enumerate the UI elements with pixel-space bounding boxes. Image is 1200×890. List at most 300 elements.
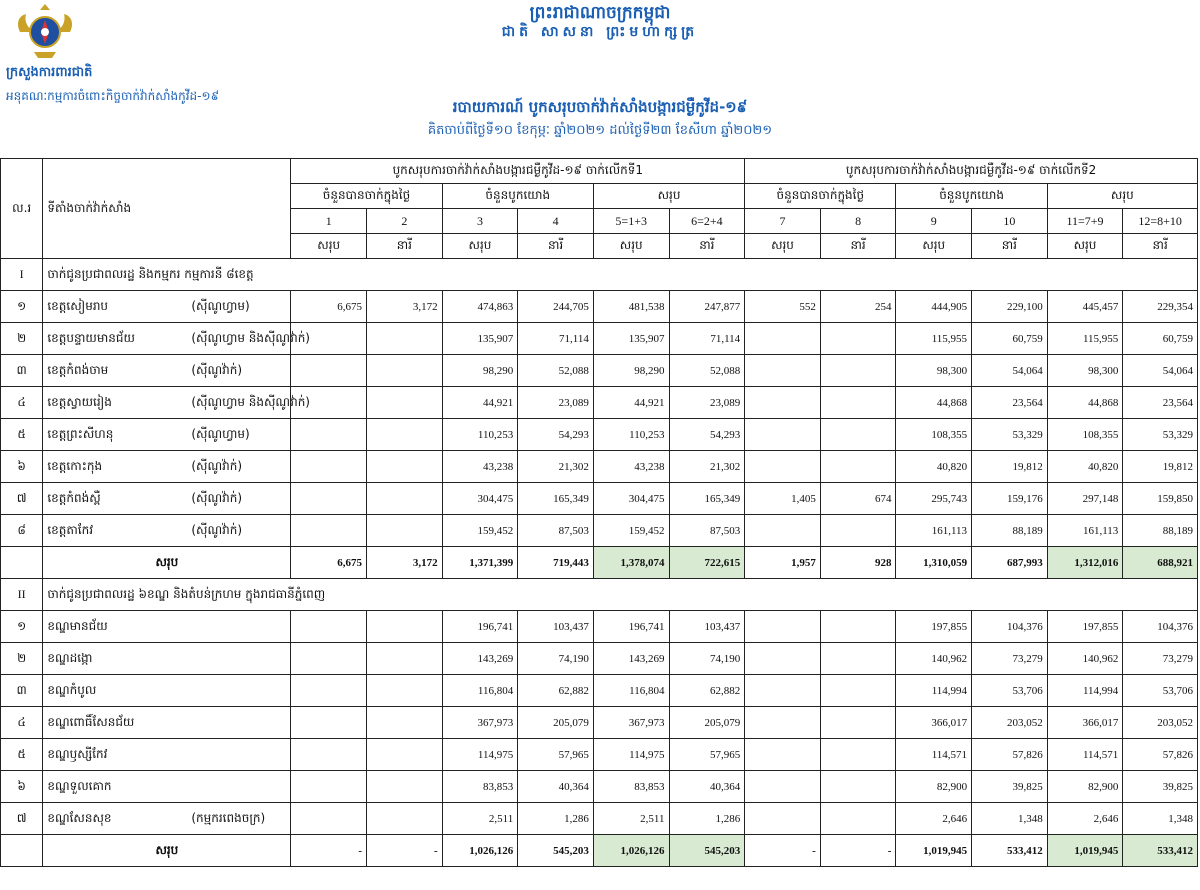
location-name: ខណ្ឌពោធិ៍សែនជ័យ (47, 714, 135, 729)
value-cell: 229,354 (1123, 291, 1198, 323)
value-cell (367, 675, 443, 707)
value-cell: 159,850 (1123, 483, 1198, 515)
location-name: ខេត្តកំពង់ចាម (47, 362, 109, 377)
value-cell: 3,172 (367, 291, 443, 323)
dose2-cumulative-header: ចំនួនបូកយោង (896, 184, 1047, 209)
value-cell: 135,907 (593, 323, 669, 355)
value-cell: 114,571 (1047, 739, 1123, 771)
value-cell: 304,475 (442, 483, 518, 515)
value-cell (745, 451, 821, 483)
location-name: ខេត្តសៀមរាប (47, 298, 109, 313)
location-name: ខណ្ឌសែនសុខ (47, 810, 112, 825)
value-cell: 445,457 (1047, 291, 1123, 323)
total-value-cell: 1,310,059 (896, 547, 972, 579)
value-cell (745, 739, 821, 771)
value-cell: 159,176 (972, 483, 1048, 515)
value-cell: 87,503 (518, 515, 594, 547)
value-cell: 140,962 (1047, 643, 1123, 675)
row-index: ៤ (1, 387, 43, 419)
row-index: ៥ (1, 739, 43, 771)
table-row (1, 611, 1198, 643)
table-row (1, 515, 1198, 547)
total-value-cell: 533,412 (972, 835, 1048, 867)
column-subheader: សរុប (1047, 234, 1123, 259)
location-cell (43, 611, 291, 643)
total-spacer (1, 547, 43, 579)
row-index: ១ (1, 291, 43, 323)
value-cell: 444,905 (896, 291, 972, 323)
location-cell (43, 355, 291, 387)
value-cell (745, 515, 821, 547)
section-number: II (1, 579, 43, 611)
section-header-row (1, 259, 1198, 291)
value-cell (745, 771, 821, 803)
total-value-cell: 533,412 (1123, 835, 1198, 867)
value-cell (820, 771, 896, 803)
value-cell: 98,300 (896, 355, 972, 387)
column-subheader: នារី (367, 234, 443, 259)
value-cell (820, 675, 896, 707)
total-value-cell: 1,371,399 (442, 547, 518, 579)
value-cell (367, 451, 443, 483)
column-subheader: សរុប (593, 234, 669, 259)
column-number: 12=8+10 (1123, 209, 1198, 234)
value-cell: 1,405 (745, 483, 821, 515)
value-cell: 103,437 (518, 611, 594, 643)
value-cell: 23,564 (1123, 387, 1198, 419)
value-cell: 295,743 (896, 483, 972, 515)
value-cell: 71,114 (518, 323, 594, 355)
report-subtitle: គិតចាប់ពីថ្ងៃទី១០ ខែកុម្ភៈ ឆ្នាំ២០២១ ដល់ថ្ងៃទី២៣ ខែសីហា ឆ្នាំ២០២១ (427, 123, 773, 138)
value-cell (745, 419, 821, 451)
location-cell (43, 675, 291, 707)
value-cell: 71,114 (669, 323, 745, 355)
location-name: ខេត្តព្រះសីហនុ (47, 426, 114, 441)
row-index: ៥ (1, 419, 43, 451)
location-cell (43, 643, 291, 675)
value-cell: 44,868 (1047, 387, 1123, 419)
value-cell (745, 387, 821, 419)
value-cell: 552 (745, 291, 821, 323)
value-cell: 1,286 (669, 803, 745, 835)
value-cell: 88,189 (1123, 515, 1198, 547)
row-index: ៧ (1, 483, 43, 515)
value-cell (367, 419, 443, 451)
value-cell: 159,452 (593, 515, 669, 547)
value-cell (367, 387, 443, 419)
value-cell: 474,863 (442, 291, 518, 323)
value-cell: 366,017 (896, 707, 972, 739)
dose2-daily-header: ចំនួនបានចាក់ក្នុងថ្ងៃ (745, 184, 896, 209)
value-cell: 53,329 (972, 419, 1048, 451)
total-label: សរុប (43, 547, 291, 579)
value-cell: 62,882 (518, 675, 594, 707)
total-value-cell: 6,675 (291, 547, 367, 579)
vaccine-type: (កម្មករពេងចក្រ) (191, 810, 266, 825)
value-cell: 62,882 (669, 675, 745, 707)
location-name: ខេត្តតាកែវ (47, 522, 94, 537)
value-cell: 104,376 (1123, 611, 1198, 643)
dose1-daily-header: ចំនួនបានចាក់ក្នុងថ្ងៃ (291, 184, 442, 209)
value-cell (291, 355, 367, 387)
value-cell: 197,855 (1047, 611, 1123, 643)
location-name: ខេត្តស្វាយរៀង (47, 394, 112, 409)
location-cell (43, 323, 310, 355)
value-cell: 1,348 (1123, 803, 1198, 835)
total-value-cell: 3,172 (367, 547, 443, 579)
value-cell (820, 643, 896, 675)
dose2-total-header: សរុប (1047, 184, 1197, 209)
value-cell (367, 355, 443, 387)
location-name: ខណ្ឌកំបូល (47, 682, 97, 697)
total-value-cell: 1,026,126 (593, 835, 669, 867)
location-cell (43, 419, 291, 451)
vaccine-type: (ស៊ីណូហ្វាម) (191, 426, 250, 441)
value-cell (820, 707, 896, 739)
value-cell: 244,705 (518, 291, 594, 323)
value-cell: 21,302 (669, 451, 745, 483)
value-cell: 98,300 (1047, 355, 1123, 387)
dose1-header: បូកសរុបការចាក់វ៉ាក់សាំងបង្ការជម្ងឺកូវីដ-១៩ ចាក់លើកទី1 (291, 159, 745, 184)
value-cell: 203,052 (972, 707, 1048, 739)
value-cell (820, 387, 896, 419)
vaccine-type: (ស៊ីណូវ៉ាក់) (191, 362, 243, 377)
value-cell: 254 (820, 291, 896, 323)
column-number: 5=1+3 (593, 209, 669, 234)
value-cell (820, 419, 896, 451)
kingdom-heading: ព្រះរាជាណាចក្រកម្ពុជា (529, 3, 671, 23)
value-cell (745, 323, 821, 355)
location-cell (43, 483, 291, 515)
location-name: ខណ្ឌដង្កោ (47, 650, 93, 665)
value-cell: 205,079 (518, 707, 594, 739)
value-cell: 135,907 (442, 323, 518, 355)
value-cell (367, 739, 443, 771)
total-row (1, 835, 1198, 867)
row-index: ៧ (1, 803, 43, 835)
value-cell: 197,855 (896, 611, 972, 643)
value-cell: 114,994 (896, 675, 972, 707)
value-cell (367, 643, 443, 675)
value-cell: 110,253 (593, 419, 669, 451)
value-cell: 165,349 (669, 483, 745, 515)
value-cell: 54,064 (972, 355, 1048, 387)
value-cell (367, 611, 443, 643)
value-cell (820, 323, 896, 355)
section-header-row (1, 579, 1198, 611)
value-cell: 161,113 (896, 515, 972, 547)
value-cell: 73,279 (1123, 643, 1198, 675)
value-cell: 115,955 (896, 323, 972, 355)
value-cell: 304,475 (593, 483, 669, 515)
vaccine-type: (ស៊ីណូវ៉ាក់) (191, 522, 243, 537)
location-name: ខណ្ឌឫស្សីកែវ (47, 746, 108, 761)
value-cell: 159,452 (442, 515, 518, 547)
value-cell (291, 803, 367, 835)
value-cell (745, 643, 821, 675)
vaccine-type: (ស៊ីណូហ្វាម និងស៊ីណូវ៉ាក់) (191, 330, 310, 345)
column-number: 2 (367, 209, 443, 234)
total-value-cell: - (745, 835, 821, 867)
table-row (1, 323, 1198, 355)
value-cell: 6,675 (291, 291, 367, 323)
location-name: ខណ្ឌទួលគោក (47, 778, 112, 793)
value-cell (291, 675, 367, 707)
value-cell: 23,089 (518, 387, 594, 419)
value-cell: 2,646 (896, 803, 972, 835)
value-cell (367, 707, 443, 739)
total-value-cell: 688,921 (1123, 547, 1198, 579)
value-cell: 82,900 (1047, 771, 1123, 803)
value-cell: 140,962 (896, 643, 972, 675)
value-cell (745, 803, 821, 835)
value-cell: 88,189 (972, 515, 1048, 547)
location-name: ខណ្ឌមានជ័យ (47, 618, 108, 633)
total-value-cell: 1,019,945 (1047, 835, 1123, 867)
value-cell: 104,376 (972, 611, 1048, 643)
value-cell: 2,511 (593, 803, 669, 835)
column-number: 9 (896, 209, 972, 234)
dose1-total-header: សរុប (593, 184, 744, 209)
column-number: 11=7+9 (1047, 209, 1123, 234)
column-subheader: នារី (1123, 234, 1198, 259)
value-cell (291, 643, 367, 675)
value-cell: 53,329 (1123, 419, 1198, 451)
section-title: ចាក់ជូនប្រជាពលរដ្ឋ ៦ខណ្ឌ និងតំបន់ក្រហម ក្នុងរាជធានីភ្នំពេញ (43, 579, 1198, 611)
value-cell: 114,994 (1047, 675, 1123, 707)
total-value-cell: 719,443 (518, 547, 594, 579)
value-cell (367, 483, 443, 515)
table-row (1, 387, 1198, 419)
value-cell (291, 515, 367, 547)
table-row (1, 451, 1198, 483)
location-cell (43, 291, 291, 323)
total-value-cell: 722,615 (669, 547, 745, 579)
column-subheader: នារី (972, 234, 1048, 259)
total-value-cell: 545,203 (669, 835, 745, 867)
table-row (1, 483, 1198, 515)
location-name: ខេត្តកំពង់ស្ពឺ (47, 490, 101, 505)
value-cell: 43,238 (442, 451, 518, 483)
value-cell (367, 323, 443, 355)
value-cell (291, 419, 367, 451)
value-cell: 1,348 (972, 803, 1048, 835)
value-cell (745, 675, 821, 707)
value-cell (367, 515, 443, 547)
value-cell: 57,965 (518, 739, 594, 771)
total-value-cell: 928 (820, 547, 896, 579)
table-row (1, 675, 1198, 707)
value-cell: 53,706 (972, 675, 1048, 707)
value-cell (291, 483, 367, 515)
row-index: ១ (1, 611, 43, 643)
value-cell: 114,975 (442, 739, 518, 771)
location-cell (43, 771, 291, 803)
column-number: 6=2+4 (669, 209, 745, 234)
value-cell: 60,759 (1123, 323, 1198, 355)
value-cell: 247,877 (669, 291, 745, 323)
total-value-cell: 1,378,074 (593, 547, 669, 579)
value-cell: 21,302 (518, 451, 594, 483)
value-cell (820, 515, 896, 547)
value-cell: 2,646 (1047, 803, 1123, 835)
value-cell: 54,293 (669, 419, 745, 451)
column-subheader: នារី (518, 234, 594, 259)
vaccine-type: (ស៊ីណូហ្វាម និងស៊ីណូវ៉ាក់) (191, 394, 310, 409)
total-value-cell: 1,019,945 (896, 835, 972, 867)
report-title: របាយការណ៍ បូកសរុបចាក់វ៉ាក់សាំងបង្ការជម្ងឺកូវីដ-១៩ (452, 98, 748, 116)
vaccine-type: (ស៊ីណូហ្វាម) (191, 298, 250, 313)
location-cell (43, 387, 310, 419)
value-cell: 57,826 (1123, 739, 1198, 771)
value-cell: 73,279 (972, 643, 1048, 675)
column-number: 4 (518, 209, 594, 234)
value-cell: 39,825 (972, 771, 1048, 803)
value-cell: 52,088 (518, 355, 594, 387)
table-row (1, 707, 1198, 739)
table-row (1, 355, 1198, 387)
value-cell: 53,706 (1123, 675, 1198, 707)
value-cell: 114,571 (896, 739, 972, 771)
location-cell (43, 739, 291, 771)
column-subheader: នារី (820, 234, 896, 259)
column-subheader: សរុប (745, 234, 821, 259)
value-cell (820, 355, 896, 387)
value-cell: 115,955 (1047, 323, 1123, 355)
total-label: សរុប (43, 835, 291, 867)
row-index: ៣ (1, 675, 43, 707)
column-number: 7 (745, 209, 821, 234)
vaccine-type: (ស៊ីណូវ៉ាក់) (191, 490, 243, 505)
value-cell: 297,148 (1047, 483, 1123, 515)
value-cell: 205,079 (669, 707, 745, 739)
value-cell (367, 803, 443, 835)
total-value-cell: 1,312,016 (1047, 547, 1123, 579)
column-number: 8 (820, 209, 896, 234)
value-cell: 114,975 (593, 739, 669, 771)
value-cell: 52,088 (669, 355, 745, 387)
row-index: ៤ (1, 707, 43, 739)
value-cell: 367,973 (593, 707, 669, 739)
value-cell: 83,853 (593, 771, 669, 803)
value-cell: 54,064 (1123, 355, 1198, 387)
value-cell: 674 (820, 483, 896, 515)
column-subheader: សរុប (291, 234, 367, 259)
value-cell: 83,853 (442, 771, 518, 803)
table-row (1, 739, 1198, 771)
dose1-cumulative-header: ចំនួនបូកយោង (442, 184, 593, 209)
value-cell: 44,921 (593, 387, 669, 419)
table-row (1, 803, 1198, 835)
value-cell (745, 707, 821, 739)
vaccination-table (0, 158, 1198, 867)
value-cell: 57,965 (669, 739, 745, 771)
col-location-header: ទីតាំងចាក់វ៉ាក់សាំង (43, 159, 291, 259)
value-cell: 98,290 (442, 355, 518, 387)
dose2-header: បូកសរុបការចាក់វ៉ាក់សាំងបង្ការជម្ងឺកូវីដ-១៩ ចាក់លើកទី2 (745, 159, 1198, 184)
value-cell: 19,812 (972, 451, 1048, 483)
value-cell: 161,113 (1047, 515, 1123, 547)
row-index: ៨ (1, 515, 43, 547)
value-cell: 165,349 (518, 483, 594, 515)
section-number: I (1, 259, 43, 291)
row-index: ២ (1, 323, 43, 355)
value-cell (291, 611, 367, 643)
location-cell (43, 451, 291, 483)
total-value-cell: - (367, 835, 443, 867)
total-row (1, 547, 1198, 579)
value-cell: 1,286 (518, 803, 594, 835)
value-cell: 40,364 (669, 771, 745, 803)
row-index: ៦ (1, 771, 43, 803)
column-subheader: សរុប (442, 234, 518, 259)
column-number: 10 (972, 209, 1048, 234)
value-cell: 196,741 (442, 611, 518, 643)
value-cell: 143,269 (442, 643, 518, 675)
value-cell: 108,355 (1047, 419, 1123, 451)
table-row (1, 771, 1198, 803)
ministry-name: ក្រសួងការពារជាតិ (6, 65, 93, 80)
value-cell (820, 611, 896, 643)
value-cell: 366,017 (1047, 707, 1123, 739)
table-row (1, 419, 1198, 451)
value-cell (291, 451, 367, 483)
value-cell (291, 739, 367, 771)
total-value-cell: 1,957 (745, 547, 821, 579)
value-cell: 40,820 (1047, 451, 1123, 483)
value-cell: 229,100 (972, 291, 1048, 323)
location-name: ខេត្តកោះកុង (47, 458, 103, 473)
column-subheader: នារី (669, 234, 745, 259)
table-row (1, 643, 1198, 675)
location-cell (43, 515, 291, 547)
value-cell: 40,820 (896, 451, 972, 483)
value-cell: 23,089 (669, 387, 745, 419)
motto-heading: ជាតិ សាសនា ព្រះមហាក្សត្រ (501, 24, 699, 40)
value-cell: 74,190 (518, 643, 594, 675)
table-row (1, 291, 1198, 323)
total-value-cell: - (820, 835, 896, 867)
total-value-cell: 687,993 (972, 547, 1048, 579)
value-cell (745, 355, 821, 387)
value-cell (745, 611, 821, 643)
value-cell: 481,538 (593, 291, 669, 323)
row-index: ៦ (1, 451, 43, 483)
value-cell: 44,868 (896, 387, 972, 419)
location-name: ខេត្តបន្ទាយមានជ័យ (47, 330, 135, 345)
value-cell: 19,812 (1123, 451, 1198, 483)
value-cell: 116,804 (442, 675, 518, 707)
value-cell: 43,238 (593, 451, 669, 483)
value-cell: 57,826 (972, 739, 1048, 771)
value-cell (820, 451, 896, 483)
total-spacer (1, 835, 43, 867)
section-title: ចាក់ជូនប្រជាពលរដ្ឋ និងកម្មករ កម្មការនី ៨ខេត្ត (43, 259, 1198, 291)
value-cell: 2,511 (442, 803, 518, 835)
value-cell: 103,437 (669, 611, 745, 643)
value-cell (291, 771, 367, 803)
value-cell: 367,973 (442, 707, 518, 739)
total-value-cell: - (291, 835, 367, 867)
column-number: 3 (442, 209, 518, 234)
value-cell (820, 803, 896, 835)
value-cell: 116,804 (593, 675, 669, 707)
value-cell: 82,900 (896, 771, 972, 803)
value-cell: 98,290 (593, 355, 669, 387)
value-cell: 39,825 (1123, 771, 1198, 803)
value-cell: 196,741 (593, 611, 669, 643)
total-value-cell: 545,203 (518, 835, 594, 867)
